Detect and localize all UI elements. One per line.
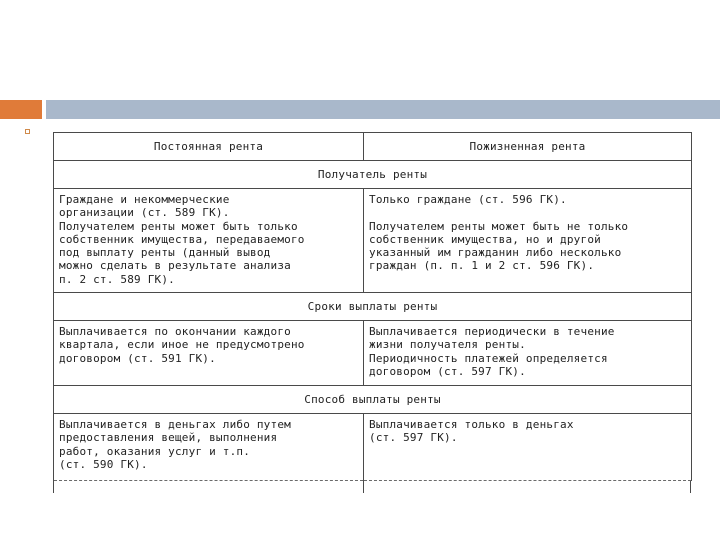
cell-permanent-recipient: Граждане и некоммерческие организации (ст. 589 ГК). Получателем ренты может быть только собственник имущества, передаваемого под выплату ренты (данный вывод можно сделать в результате анализа п. 2 ст. 589 ГК). (54, 189, 364, 293)
section-title: Получатель ренты (54, 161, 692, 189)
cell-permanent-method: Выплачивается в деньгах либо путем предоставления вещей, выполнения работ, оказания услуг и т.п. (ст. 590 ГК). (54, 414, 364, 481)
bullet-square-icon (25, 129, 30, 134)
rent-comparison-table (53, 132, 691, 493)
table-row (54, 189, 692, 293)
cell-lifetime-method: Выплачивается только в деньгах (ст. 597 ГК). (364, 414, 692, 481)
cell-lifetime-terms: Выплачивается периодически в течение жизни получателя ренты. Периодичность платежей определяется договором (ст. 597 ГК). (364, 321, 692, 386)
slide-header-band (46, 100, 720, 119)
comparison-table (53, 132, 692, 481)
slide-accent-bar (0, 100, 42, 119)
table-continuation (53, 481, 691, 493)
column-header-lifetime: Пожизненная рента (364, 133, 692, 161)
column-header-row (54, 133, 692, 161)
section-row-terms (54, 293, 692, 321)
column-header-permanent: Постоянная рента (54, 133, 364, 161)
table-row (54, 414, 692, 481)
section-row-recipient (54, 161, 692, 189)
section-title: Способ выплаты ренты (54, 386, 692, 414)
cell-permanent-terms: Выплачивается по окончании каждого квартала, если иное не предусмотрено договором (ст. 591 ГК). (54, 321, 364, 386)
section-title: Сроки выплаты ренты (54, 293, 692, 321)
cell-lifetime-recipient: Только граждане (ст. 596 ГК). Получателем ренты может быть не только собственник имущества, но и другой указанный им гражданин либо несколько граждан (п. п. 1 и 2 ст. 596 ГК). (364, 189, 692, 293)
table-row (54, 321, 692, 386)
section-row-method (54, 386, 692, 414)
